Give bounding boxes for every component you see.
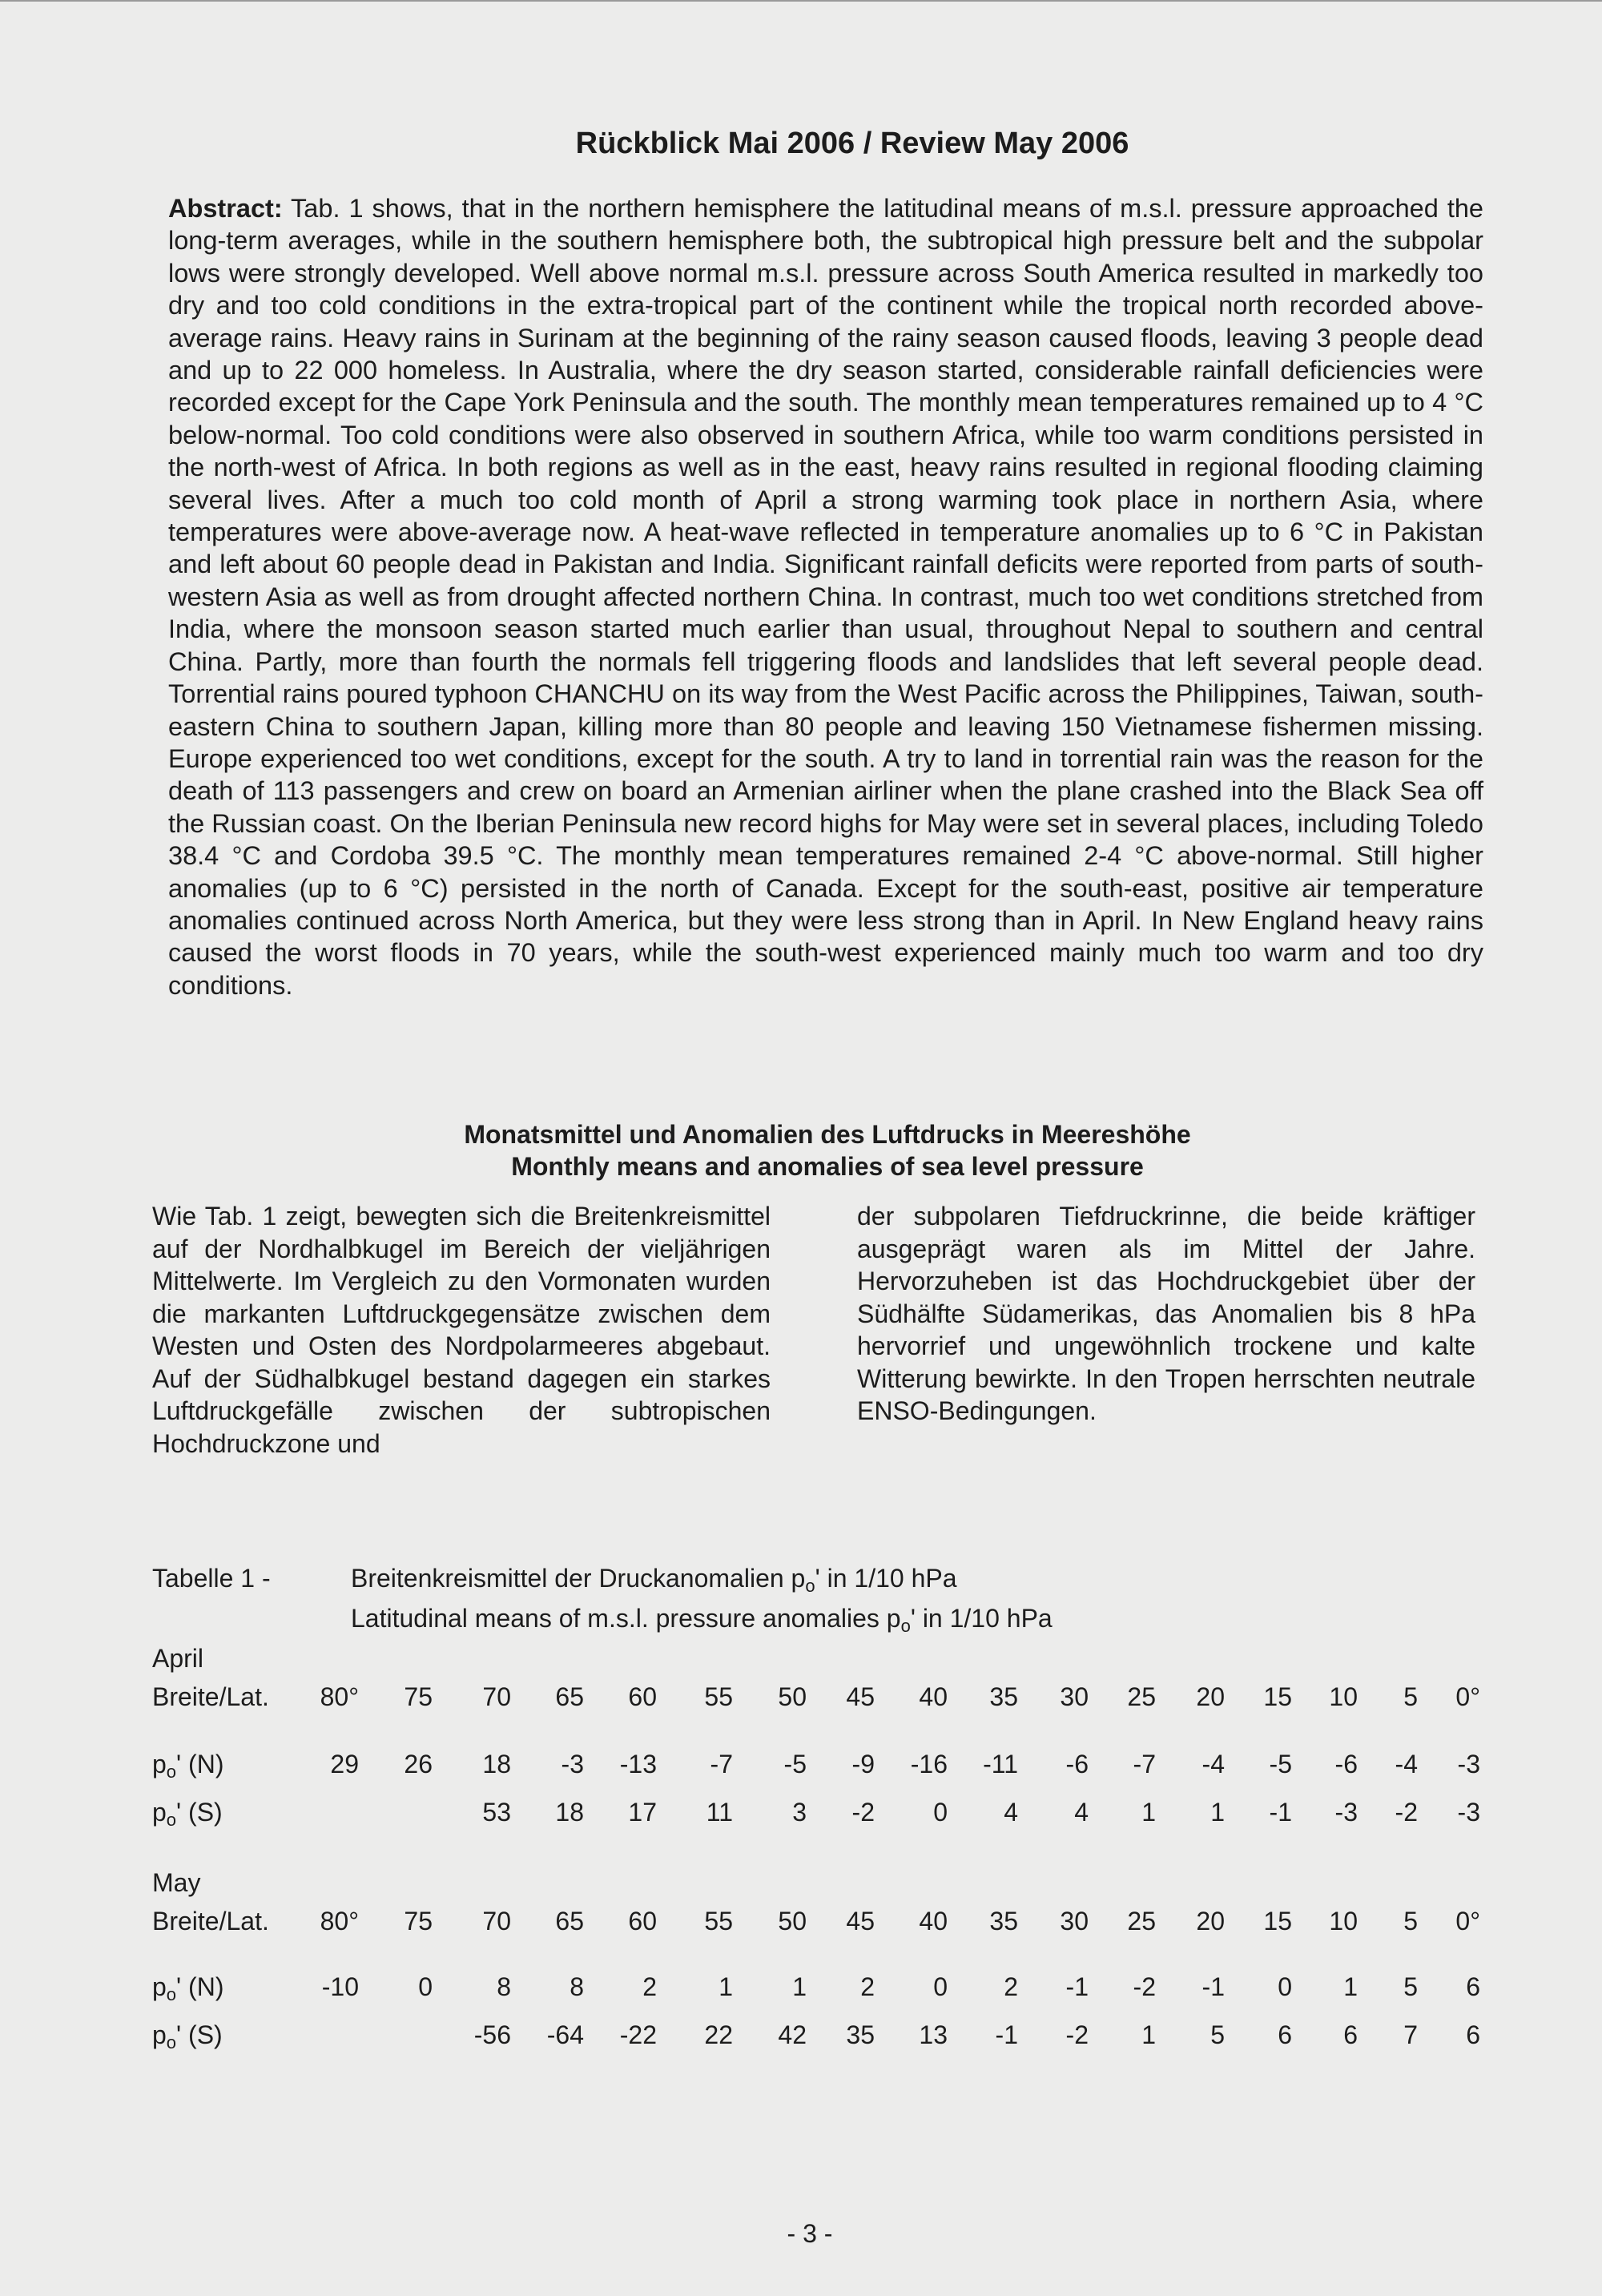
may-s-cell: 42	[778, 2020, 807, 2049]
may-lat-cell: 60	[628, 1907, 657, 1935]
april-lat-cell: 30	[1060, 1682, 1089, 1711]
may-s-cell: -64	[546, 2020, 584, 2049]
table-caption-de	[351, 1562, 1053, 1602]
april-s-cell: 4	[1004, 1798, 1018, 1827]
april-n-cell: -6	[1334, 1750, 1358, 1778]
may-s-cell: -1	[995, 2020, 1018, 2049]
april-n-cell: 18	[482, 1750, 511, 1778]
p-prime: '	[176, 1972, 182, 2001]
section-heading	[0, 1118, 1602, 1182]
section-heading-en: Monthly means and anomalies of sea level pressure	[511, 1152, 1144, 1181]
may-n-cell: 1	[1343, 1972, 1358, 2001]
may-s-cell: 6	[1466, 2020, 1480, 2049]
may-lat-cell: 20	[1196, 1907, 1225, 1935]
may-lat-cell: 70	[482, 1907, 511, 1935]
april-n-cell: -5	[1269, 1750, 1292, 1778]
may-s-cell: 6	[1343, 2020, 1358, 2049]
may-s-cell: 13	[919, 2020, 948, 2049]
april-s-cell: -2	[851, 1798, 875, 1827]
may-n-cell: -1	[1202, 1972, 1225, 2001]
may-lat-cell: 45	[846, 1907, 875, 1935]
p-subscript: o	[166, 2032, 177, 2052]
may-n-cell: 0	[933, 1972, 948, 2001]
may-lat-cell: 65	[555, 1907, 584, 1935]
april-lat-cell: 80°	[320, 1682, 359, 1711]
may-s-cell: 7	[1403, 2020, 1418, 2049]
april-lat-cell: 45	[846, 1682, 875, 1711]
may-n-cell: 1	[792, 1972, 807, 2001]
april-n-cell: -16	[910, 1750, 948, 1778]
may-n-cell: -2	[1133, 1972, 1156, 2001]
april-n-cell: -11	[983, 1750, 1018, 1778]
april-s-cell: 3	[792, 1798, 807, 1827]
may-n-cell: 2	[1004, 1972, 1018, 2001]
may-month-label: May	[152, 1868, 201, 1897]
april-s-cell: -2	[1395, 1798, 1418, 1827]
caption-en-unit: ' in 1/10 hPa	[910, 1604, 1053, 1633]
april-n-cell: -5	[783, 1750, 807, 1778]
table-label: Tabelle 1 -	[152, 1564, 271, 1593]
april-s-cell: 11	[706, 1798, 733, 1827]
may-n-cell: 8	[570, 1972, 584, 2001]
p-prime: '	[176, 1798, 182, 1827]
may-n-cell: -10	[321, 1972, 359, 2001]
april-s-cell: 18	[555, 1798, 584, 1827]
april-s-cell: 4	[1074, 1798, 1089, 1827]
p-symbol: p	[152, 1972, 167, 2001]
may-lat-label: Breite/Lat.	[152, 1907, 269, 1935]
body-column-left: Wie Tab. 1 zeigt, bewegten sich die Breitenkreismittel auf der Nordhalbkugel im Bereich der vieljährigen Mittelwerte. Im Vergleich zu den Vormonaten wurden die markanten Luftdruckgegensätze zwischen dem Westen und Osten des Nordpolarmeeres abgebaut. Auf der Südhalbkugel bestand dagegen ein starkes Luftdruckgefälle zwischen der subtropischen Hochdruckzone und	[152, 1202, 771, 1458]
may-s-cell: -22	[619, 2020, 657, 2049]
april-lat-cell: 25	[1127, 1682, 1156, 1711]
abstract-text: Tab. 1 shows, that in the northern hemisphere the latitudinal means of m.s.l. pressure approached the long-term averages, while in the southern hemisphere both, the subtropical high pressure belt and the subpolar lows were strongly developed. Well above normal m.s.l. pressure across South America resulted in markedly too dry and too cold conditions in the extra-tropical part of the continent while the tropical north recorded above-average rains. Heavy rains in Surinam at the beginning of the rainy season caused floods, leaving 3 people dead and up to 22 000 homeless. In Australia, where the dry season started, considerable rainfall deficiencies were recorded except for the Cape York Peninsula and the south. The monthly mean temperatures remained up to 4 °C below-normal. Too cold conditions were also observed in southern Africa, while too warm conditions persisted in the north-west of Africa. In both regions as well as in the east, heavy rains resulted in regional flooding claiming several lives. After a much too cold month of April a strong warming took place in northern Asia, where temperatures were above-average now. A heat-wave reflected in temperature anomalies up to 6 °C in Pakistan and left about 60 people dead in Pakistan and India. Significant rainfall deficits were reported from parts of south-western Asia as well as from drought affected northern China. In contrast, much too wet conditions stretched from India, where the monsoon season started much earlier than usual, throughout Nepal to southern and central China. Partly, more than fourth the normals fell triggering floods and landslides that left several people dead. Torrential rains poured typhoon CHANCHU on its way from the West Pacific across the Philippines, Taiwan, south-eastern China to southern Japan, killing more than 80 people and leaving 150 Vietnamese fishermen missing. Europe experienced too wet conditions, except for the south. A try to land in torrential rain was the reason for the death of 113 passengers and crew on board an Armenian airliner when the plane crashed into the Black Sea off the Russian coast. On the Iberian Peninsula new record highs for May were set in several places, including Toledo 38.4 °C and Cordoba 39.5 °C. The monthly mean temperatures remained 2-4 °C above-normal. Still higher anomalies (up to 6 °C) persisted in the north of Canada. Except for the south-east, positive air temperature anomalies continued across North America, but they were less strong than in April. In New England heavy rains caused the worst floods in 70 years, while the south-west experienced mainly much too warm and too dry conditions.	[168, 194, 1483, 1000]
body-column-right: der subpolaren Tiefdruckrinne, die beide kräftiger ausgeprägt waren als im Mittel der Jahre. Hervorzuheben ist das Hochdruckgebiet über der Südhälfte Südamerikas, das Anomalien bis 8 hPa hervorrief und ungewöhnlich trockene und kalte Witterung bewirkte. In den Tropen herrschten neutrale ENSO-Bedingungen.	[857, 1202, 1475, 1425]
april-s-cell: -3	[1334, 1798, 1358, 1827]
page-top-edge	[0, 0, 1602, 2]
may-row-n-label	[152, 1971, 223, 2011]
may-s-cell: -2	[1065, 2020, 1089, 2049]
hemisphere-label: (N)	[188, 1750, 224, 1778]
april-s-cell: 17	[628, 1798, 657, 1827]
april-lat-cell: 65	[555, 1682, 584, 1711]
caption-de-unit: ' in 1/10 hPa	[815, 1564, 957, 1593]
april-n-cell: -9	[851, 1750, 875, 1778]
may-lat-cell: 55	[704, 1907, 733, 1935]
hemisphere-label: (N)	[188, 1972, 224, 2001]
hemisphere-label: (S)	[188, 2020, 223, 2049]
april-n-cell: -13	[619, 1750, 657, 1778]
may-s-cell: -56	[473, 2020, 511, 2049]
april-n-cell: -3	[1457, 1750, 1480, 1778]
may-lat-cell: 40	[919, 1907, 948, 1935]
may-n-cell: 6	[1466, 1972, 1480, 2001]
april-s-cell: 0	[933, 1798, 948, 1827]
may-s-cell: 5	[1210, 2020, 1225, 2049]
may-lat-cell: 50	[778, 1907, 807, 1935]
may-lat-cell: 35	[989, 1907, 1018, 1935]
may-n-cell: 8	[497, 1972, 511, 2001]
may-lat-cell: 75	[404, 1907, 433, 1935]
p-subscript: o	[166, 1810, 177, 1830]
may-lat-cell: 80°	[320, 1907, 359, 1935]
caption-de-subscript: o	[805, 1576, 815, 1596]
april-lat-cell: 0°	[1455, 1682, 1480, 1711]
may-lat-cell: 25	[1127, 1907, 1156, 1935]
may-lat-cell: 10	[1329, 1907, 1358, 1935]
april-row-s-label	[152, 1796, 223, 1836]
april-lat-cell: 50	[778, 1682, 807, 1711]
table-caption	[351, 1562, 1053, 1642]
caption-en-subscript: o	[900, 1616, 911, 1636]
p-symbol: p	[152, 1798, 167, 1827]
may-n-cell: 0	[418, 1972, 433, 2001]
april-s-cell: -1	[1269, 1798, 1292, 1827]
may-n-cell: 0	[1278, 1972, 1292, 2001]
may-lat-cell: 15	[1263, 1907, 1292, 1935]
april-n-cell: -7	[1133, 1750, 1156, 1778]
april-lat-cell: 10	[1329, 1682, 1358, 1711]
april-n-cell: -4	[1202, 1750, 1225, 1778]
may-n-cell: 2	[642, 1972, 657, 2001]
caption-de-text: Breitenkreismittel der Druckanomalien p	[351, 1564, 806, 1593]
table-caption-en	[351, 1602, 1053, 1642]
may-s-cell: 1	[1141, 2020, 1156, 2049]
april-lat-cell: 5	[1403, 1682, 1418, 1711]
may-row-s-label	[152, 2019, 223, 2059]
p-subscript: o	[166, 1762, 177, 1782]
p-symbol: p	[152, 2020, 167, 2049]
hemisphere-label: (S)	[188, 1798, 223, 1827]
caption-en-text: Latitudinal means of m.s.l. pressure anomalies p	[351, 1604, 901, 1633]
p-prime: '	[176, 2020, 182, 2049]
may-n-cell: 1	[718, 1972, 733, 2001]
april-n-cell: -4	[1395, 1750, 1418, 1778]
april-n-cell: 29	[330, 1750, 359, 1778]
abstract-label: Abstract:	[168, 194, 283, 223]
page-number: - 3 -	[787, 2219, 833, 2248]
april-s-cell: 1	[1141, 1798, 1156, 1827]
april-s-cell: 1	[1210, 1798, 1225, 1827]
april-n-cell: -7	[710, 1750, 733, 1778]
april-lat-cell: 55	[704, 1682, 733, 1711]
page-title: Rückblick Mai 2006 / Review May 2006	[575, 127, 1129, 160]
may-s-cell: 6	[1278, 2020, 1292, 2049]
may-n-cell: 2	[860, 1972, 875, 2001]
may-n-cell: 5	[1403, 1972, 1418, 2001]
may-s-cell: 35	[846, 2020, 875, 2049]
section-heading-de: Monatsmittel und Anomalien des Luftdrucks in Meereshöhe	[464, 1120, 1191, 1149]
p-symbol: p	[152, 1750, 167, 1778]
may-s-cell: 22	[704, 2020, 733, 2049]
may-lat-cell: 0°	[1455, 1907, 1480, 1935]
april-n-cell: -3	[561, 1750, 584, 1778]
may-lat-cell: 5	[1403, 1907, 1418, 1935]
may-lat-cell: 30	[1060, 1907, 1089, 1935]
april-row-n-label	[152, 1748, 223, 1788]
p-prime: '	[176, 1750, 182, 1778]
april-n-cell: 26	[404, 1750, 433, 1778]
april-s-cell: 53	[482, 1798, 511, 1827]
april-lat-cell: 35	[989, 1682, 1018, 1711]
april-month-label: April	[152, 1644, 204, 1673]
april-lat-cell: 70	[482, 1682, 511, 1711]
april-lat-cell: 75	[404, 1682, 433, 1711]
may-n-cell: -1	[1065, 1972, 1089, 2001]
april-n-cell: -6	[1065, 1750, 1089, 1778]
april-s-cell: -3	[1457, 1798, 1480, 1827]
april-lat-cell: 15	[1263, 1682, 1292, 1711]
p-subscript: o	[166, 1984, 177, 2004]
april-lat-cell: 20	[1196, 1682, 1225, 1711]
abstract-paragraph	[168, 192, 1483, 1001]
april-lat-cell: 60	[628, 1682, 657, 1711]
april-lat-label: Breite/Lat.	[152, 1682, 269, 1711]
april-lat-cell: 40	[919, 1682, 948, 1711]
